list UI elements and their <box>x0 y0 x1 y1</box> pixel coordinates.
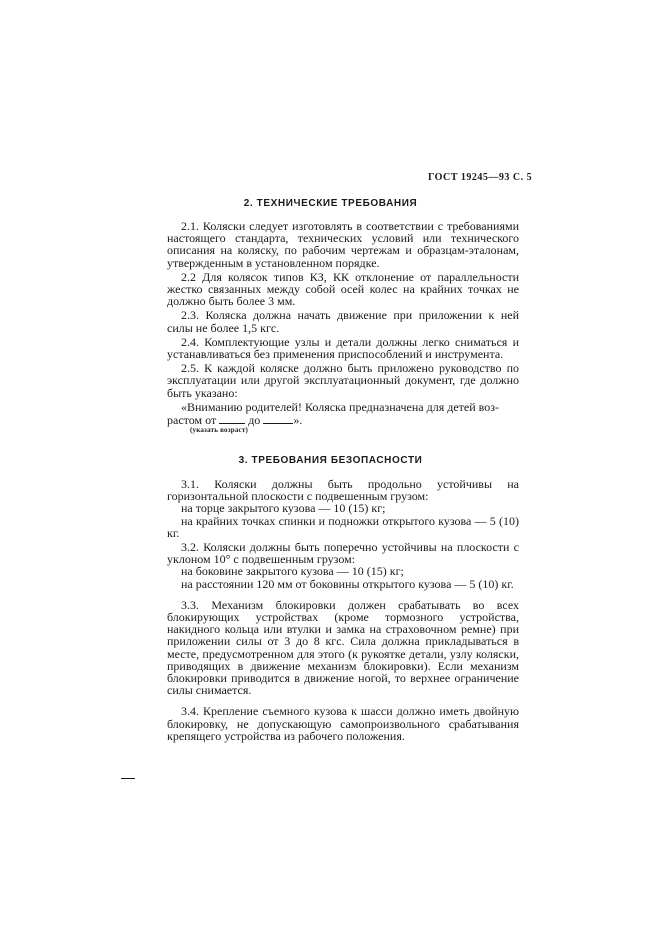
section-3-body <box>167 478 519 742</box>
paragraph-2-4: 2.4. Комплектующие узлы и детали должны легко сниматься и устанавливаться без применения приспособлений и инструмента. <box>167 334 519 362</box>
footnote-rule <box>121 778 135 779</box>
paragraph-3-1: 3.1. Коляски должны быть продольно устойчивы на горизонтальной плоскости с подвешенным грузом: <box>167 477 519 504</box>
section-2-title: 2. ТЕХНИЧЕСКИЕ ТРЕБОВАНИЯ <box>243 198 418 209</box>
paragraph-2-5: 2.5. К каждой коляске должно быть приложено руководство по эксплуатации или другой эксплуатационный документ, где должно быть указано: <box>167 361 519 400</box>
warning-to-label: до <box>248 413 261 428</box>
paragraph-3-4: 3.4. Крепление съемного кузова к шасси должно иметь двойную блокировку, не допускающую самопроизвольного срабатывания крепящего устройства из рабочего положения. <box>167 704 519 743</box>
warning-from-label: растом от <box>167 413 217 428</box>
paragraph-3-2: 3.2. Коляски должны быть поперечно устойчивы на плоскости с уклоном 10° с подвешенным грузом: <box>167 540 519 567</box>
age-caption: (указать возраст) <box>190 426 248 435</box>
age-to-blank <box>263 413 293 424</box>
warning-text-line: «Вниманию родителей! Коляска предназначена для детей воз- <box>181 399 499 414</box>
paragraph-2-3: 2.3. Коляска должна начать движение при приложении к ней силы не более 1,5 кгс. <box>167 308 519 335</box>
paragraph-3-3: 3.3. Механизм блокировки должен срабатывать во всех блокирующих устройствах (кроме тормозного устройства, накидного кольца или втулки и замка на страховочном ремне) при приложении силы от 3 до 8 кгс. Сила должна прикладываться в месте, предусмотренном для этого (к рукоятке детали, узлу коляски, приводящих в движение механизм блокировки). Если механизм блокировки приводится в движение ногой, то верхнее ограничение силы снимается. <box>167 597 519 698</box>
section-2-body <box>167 220 519 435</box>
paragraph-3-2-a: на боковине закрытого кузова — 10 (15) кг; <box>181 564 404 579</box>
paragraph-3-2-b: на расстоянии 120 мм от боковины открытого кузова — 5 (10) кг. <box>181 576 514 591</box>
warning-end-quote: ». <box>293 413 303 428</box>
page-header-doc-ref: ГОСТ 19245—93 С. 5 <box>428 172 533 183</box>
paragraph-3-1-a: на торце закрытого кузова — 10 (15) кг; <box>181 501 386 516</box>
paragraph-2-1: 2.1. Коляски следует изготовлять в соответствии с требованиями настоящего стандарта, технических условий или технического описания на коляску, по рабочим чертежам и образцам-эталонам, утвержденным в установленном порядке. <box>167 219 519 270</box>
paragraph-3-1-b: на крайних точках спинки и подножки открытого кузова — 5 (10) кг. <box>167 513 519 540</box>
section-3-title: 3. ТРЕБОВАНИЯ БЕЗОПАСНОСТИ <box>238 455 423 466</box>
paragraph-2-2: 2.2 Для колясок типов КЗ, КК отклонение от параллельности жестко связанных между собой осей колес на крайних точках не должно быть более 3 мм. <box>167 269 519 309</box>
warning-age-line <box>167 413 519 426</box>
age-from-blank <box>219 413 245 424</box>
